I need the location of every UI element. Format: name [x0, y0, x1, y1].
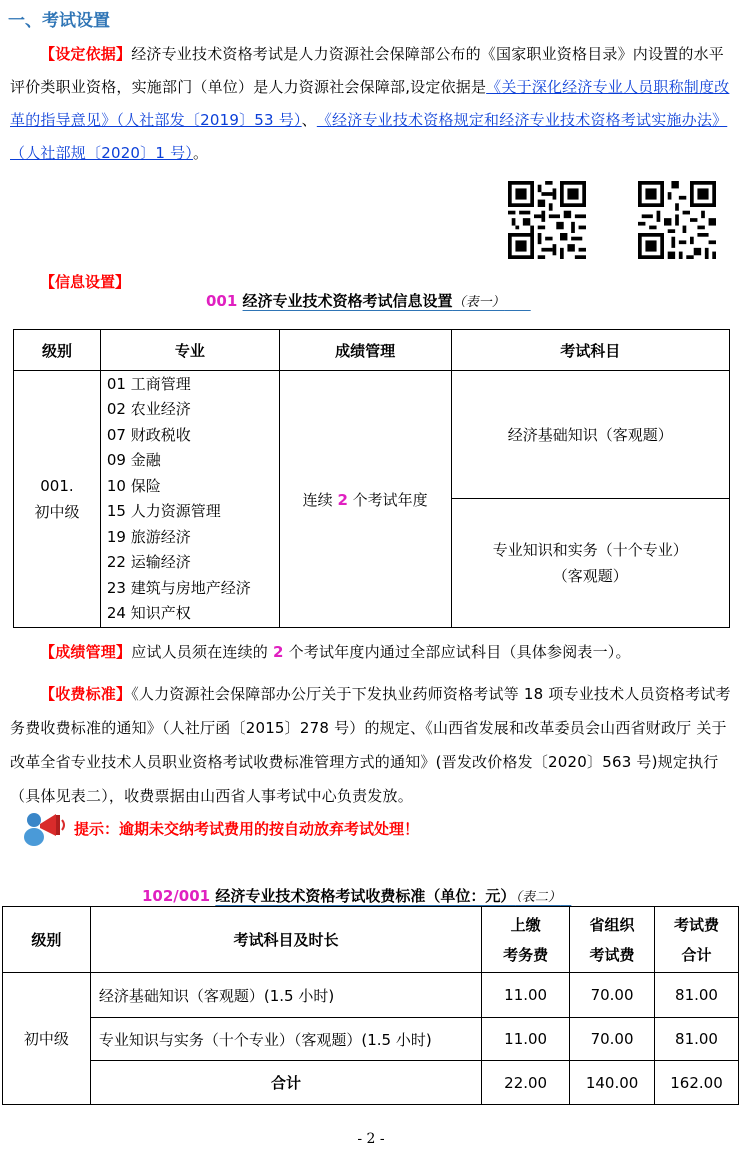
subject-cell-1: 经济基础知识（客观题） — [451, 371, 730, 499]
score-paragraph — [10, 642, 732, 662]
header-text: 考试费 — [674, 915, 720, 934]
score-pre: 连续 — [302, 490, 333, 509]
qr-code-1-icon — [508, 181, 586, 259]
table1-header-level: 级别 — [14, 330, 101, 371]
subject-2-line-2: （客观题） — [552, 567, 628, 585]
score-post: 个考试年度 — [352, 490, 428, 509]
table2-caption-text: 经济专业技术资格考试收费标准（单位：元） — [215, 887, 516, 905]
basis-end: 。 — [193, 144, 209, 162]
table2-caption — [142, 885, 571, 906]
table-row-total — [3, 1061, 739, 1105]
info-label: 【信息设置】 — [40, 273, 131, 291]
score-text-post: 个考试年度内通过全部应试科目（具体参阅表一）。 — [288, 643, 631, 661]
fee-row-subject: 经济基础知识（客观题）(1.5 小时) — [90, 973, 481, 1018]
fee-row-exam-fee: 11.00 — [482, 973, 570, 1018]
table1-caption — [206, 290, 531, 311]
table-row — [3, 973, 739, 1018]
total-fee: 162.00 — [655, 1061, 739, 1105]
list-item: 23 建筑与房地产经济 — [106, 578, 251, 597]
subject-2-line-1: 专业知识和实务（十个专业） — [492, 541, 688, 559]
qr-code-2-icon — [638, 181, 716, 259]
table1-caption-tag: （表一） — [452, 295, 505, 310]
table2-caption-tag: （表二） — [515, 890, 561, 905]
table1-header-subjects: 考试科目 — [451, 330, 730, 371]
table2-header-provincial-fee — [570, 907, 655, 973]
header-text: 考务费 — [503, 945, 549, 964]
section-title: 一、考试设置 — [8, 11, 110, 31]
list-item: 24 知识产权 — [106, 604, 191, 622]
list-item: 19 旅游经济 — [106, 527, 191, 546]
table2-header-subject: 考试科目及时长 — [90, 907, 481, 973]
fee-paragraph — [10, 677, 732, 813]
score-number: 2 — [272, 643, 284, 661]
table1-caption-text: 经济专业技术资格考试信息设置 — [242, 292, 453, 310]
list-item: 22 运输经济 — [106, 553, 191, 571]
header-text: 省组织 — [589, 915, 635, 934]
tip-row — [22, 810, 419, 846]
list-item: 10 保险 — [106, 476, 161, 495]
total-provincial-fee: 140.00 — [570, 1061, 655, 1105]
list-item: 07 财政税收 — [106, 425, 191, 444]
level-code: 001. — [40, 477, 74, 495]
list-item: 09 金融 — [106, 451, 161, 469]
table1-level-cell — [14, 371, 101, 628]
table1-header-major: 专业 — [100, 330, 279, 371]
table2-level-cell: 初中级 — [3, 973, 91, 1105]
total-exam-fee: 22.00 — [482, 1061, 570, 1105]
table-row — [3, 1018, 739, 1061]
table2-header-total-fee — [655, 907, 739, 973]
table1-header-score: 成绩管理 — [279, 330, 451, 371]
tip-text: 逾期未交纳考试费用的按自动放弃考试处理！ — [119, 819, 420, 838]
basis-separator: 、 — [301, 111, 317, 129]
score-management-cell — [279, 371, 451, 628]
fee-text: 《人力资源社会保障部办公厅关于下发执业药师资格考试等 18 项专业技术人员资格考试考务费收费标准的通知》（人社厅函〔2015〕278 号）的规定、《山西省发展和改革委员会山西省财政厅 关于改革全省专业技术人员职业资格考试收费标准管理方式的通知》(晋发改价格发〔2020〕563 号)规定执行（具体见表二），收费票据由山西省人事考试中心负责发放。 — [10, 685, 731, 805]
header-text: 合计 — [681, 945, 712, 964]
table2-header-exam-fee — [482, 907, 570, 973]
table1-caption-number: 001 — [206, 292, 238, 310]
total-label: 合计 — [90, 1061, 481, 1105]
fee-row-provincial-fee: 70.00 — [570, 1018, 655, 1061]
policy-link-1[interactable]: 《关于深化经济专业人员职称制度改革的指导意见》（人社部发〔2019〕53 号） — [10, 78, 730, 129]
score-text-pre: 应试人员须在连续的 — [131, 643, 269, 661]
basis-label: 【设定依据】 — [40, 45, 132, 63]
majors-list — [100, 371, 279, 628]
fee-row-exam-fee: 11.00 — [482, 1018, 570, 1061]
score-years: 2 — [337, 490, 348, 509]
list-item: 02 农业经济 — [106, 400, 191, 418]
megaphone-person-icon — [22, 810, 68, 846]
list-item: 01 工商管理 — [106, 374, 191, 393]
fee-row-subject: 专业知识与实务（十个专业）（客观题）(1.5 小时) — [90, 1018, 481, 1061]
tip-label: 提示： — [74, 819, 120, 838]
level-name: 初中级 — [34, 503, 80, 521]
table2-header-level: 级别 — [3, 907, 91, 973]
basis-paragraph — [10, 38, 732, 170]
table2-caption-number: 102/001 — [142, 887, 211, 905]
header-text: 上缴 — [510, 915, 541, 934]
fee-table — [2, 906, 739, 1105]
policy-link-2[interactable]: 《经济专业技术资格规定和经济专业技术资格考试实施办法》（人社部规〔2020〕1 号） — [10, 111, 728, 162]
score-label: 【成绩管理】 — [40, 643, 132, 661]
header-text: 考试费 — [589, 945, 635, 964]
subject-cell-2 — [451, 499, 730, 628]
info-table — [13, 329, 730, 628]
basis-text: 经济专业技术资格考试是人力资源社会保障部公布的《国家职业资格目录》内设置的水平评价类职业资格，实施部门（单位）是人力资源社会保障部,设定依据是 — [10, 45, 725, 96]
fee-row-provincial-fee: 70.00 — [570, 973, 655, 1018]
fee-label: 【收费标准】 — [40, 685, 132, 703]
list-item: 15 人力资源管理 — [106, 502, 221, 520]
fee-row-total: 81.00 — [655, 973, 739, 1018]
page-number: - 2 - — [357, 1131, 385, 1147]
fee-row-total: 81.00 — [655, 1018, 739, 1061]
